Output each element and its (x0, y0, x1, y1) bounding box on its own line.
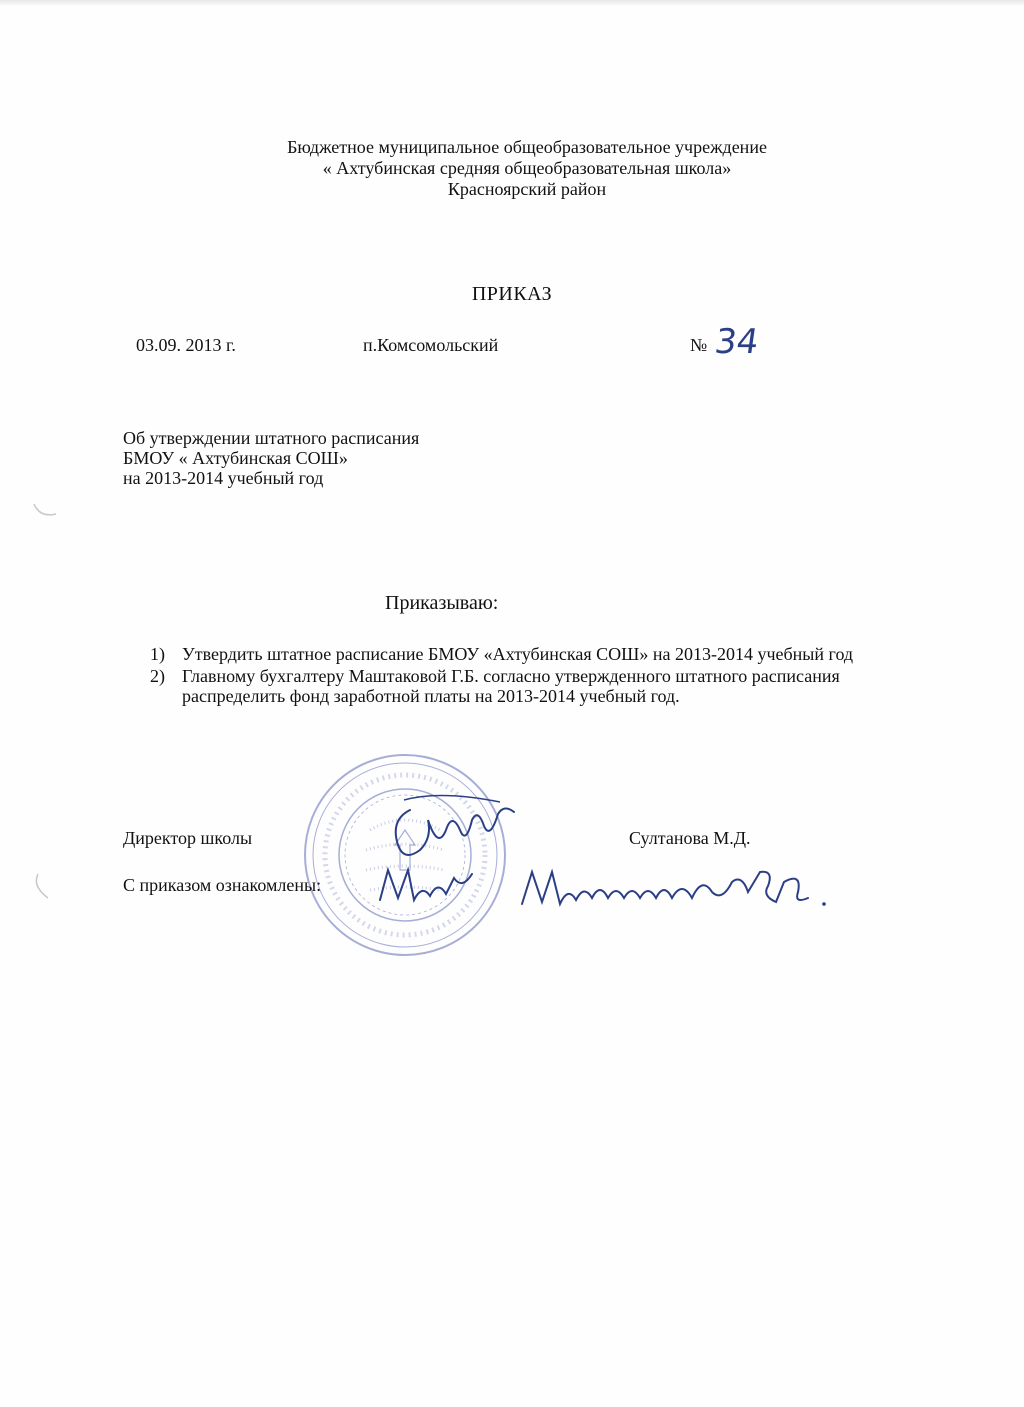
order-number-sign: № (690, 335, 708, 355)
subject-line: Об утверждении штатного расписания (123, 428, 420, 448)
header-line-institution: Бюджетное муниципальное общеобразовательное учреждение (287, 137, 767, 157)
order-place: п.Комсомольский (363, 335, 499, 355)
order-date: 03.09. 2013 г. (136, 335, 236, 355)
item-number: 1) (150, 644, 165, 664)
subject-line: БМОУ « Ахтубинская СОШ» (123, 448, 348, 468)
director-label: Директор школы (123, 828, 253, 848)
scan-edge (0, 0, 1024, 6)
order-subject (123, 428, 419, 488)
institution-header (0, 137, 1024, 200)
header-line-district: Красноярский район (447, 179, 607, 199)
punch-hole-mark (30, 500, 60, 530)
punch-hole-mark (30, 872, 60, 902)
item-number: 2) (150, 666, 165, 686)
acknowledgement-label: С приказом ознакомлены: (123, 875, 322, 895)
decree-heading: Приказываю: (385, 592, 499, 614)
item-text: Утвердить штатное расписание БМОУ «Ахтубинская СОШ» на 2013-2014 учебный год (182, 644, 854, 664)
decree-item (150, 644, 870, 664)
decree-items-list (150, 644, 870, 708)
item-text: Главному бухгалтеру Маштаковой Г.Б. согласно утвержденного штатного расписания распределить фонд заработной платы на 2013-2014 учебный год. (182, 666, 840, 706)
decree-item (150, 666, 870, 706)
order-number-handwritten: 34 (712, 322, 762, 362)
acknowledgement-signature (370, 860, 480, 910)
header-line-school: « Ахтубинская средняя общеобразовательная школа» (322, 158, 732, 178)
accountant-signature (512, 862, 832, 912)
document-title: ПРИКАЗ (471, 283, 553, 305)
director-name: Султанова М.Д. (629, 828, 751, 848)
subject-line: на 2013-2014 учебный год (123, 468, 324, 488)
